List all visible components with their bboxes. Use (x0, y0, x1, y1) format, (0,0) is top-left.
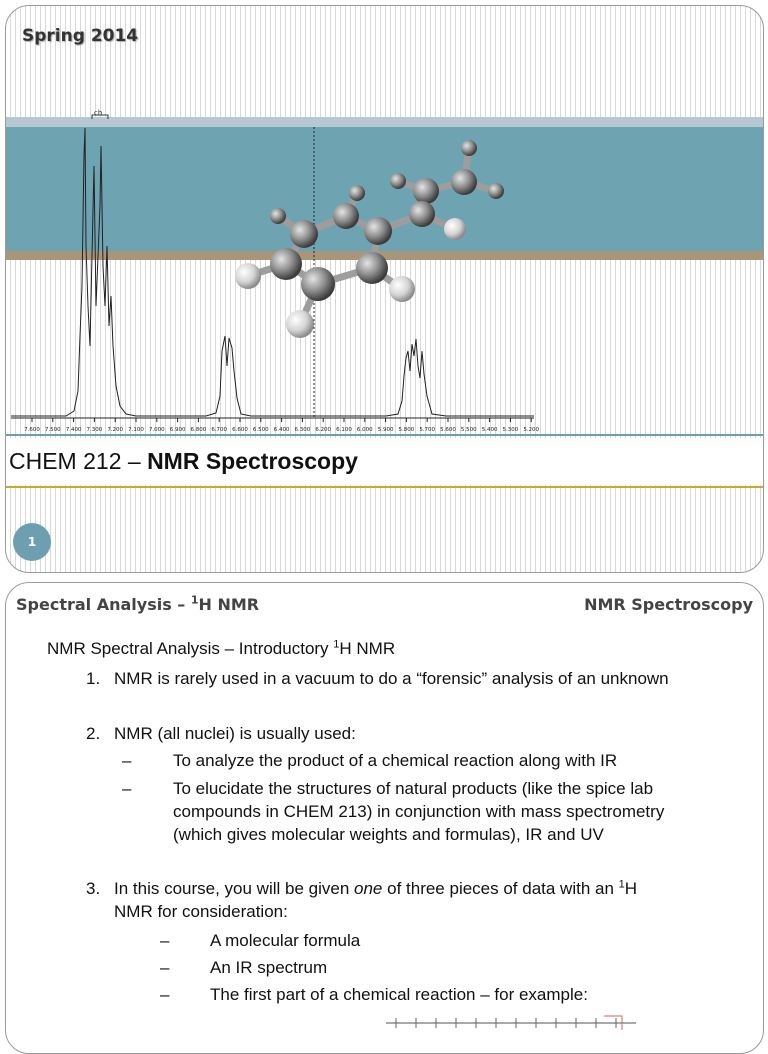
slide-number-badge: 1 (13, 523, 51, 561)
axis-tick-label: 5.600 (440, 427, 456, 433)
item-2-sub-2-bullet: – (122, 779, 132, 798)
header-left-sup: 1 (190, 593, 199, 607)
axis-tick-label: 7.300 (86, 427, 103, 433)
axis-tick-label: 6.100 (336, 427, 352, 433)
slide-title (9, 448, 358, 475)
axis-tick-label: 6.900 (169, 427, 186, 433)
item-3-emphasis: one (354, 879, 383, 898)
axis-tick-label: 7.200 (107, 427, 124, 433)
intro-text: NMR Spectral Analysis – Introductory (47, 639, 334, 658)
item-3-text-b: of three pieces of data with an (382, 879, 619, 898)
axis-tick-label: 6.000 (356, 427, 373, 433)
axis-tick-label: 6.800 (190, 427, 207, 433)
axis-tick-label: 5.300 (502, 427, 519, 433)
axis-tick-label: 5.200 (523, 427, 540, 433)
axis-tick-label: 5.400 (481, 427, 498, 433)
axis-tick-label: 7.500 (44, 427, 61, 433)
item-3-text-a: In this course, you will be given (114, 879, 355, 898)
header-left-nucleus: H NMR (198, 595, 260, 614)
header-left-text: Spectral Analysis – (16, 595, 191, 614)
axis-tick-label: 6.400 (273, 427, 290, 433)
item-3-sub-3-bullet: – (160, 985, 170, 1004)
axis-tick-label: 7.100 (128, 427, 144, 433)
season-label: Spring 2014 (22, 26, 139, 46)
axis-tick-label: 7.000 (148, 427, 165, 433)
axis-tick-label: 5.700 (419, 427, 436, 433)
axis-tick-label: 6.600 (232, 427, 248, 433)
intro-sup: 1 (333, 638, 340, 651)
item-2-sub-1: To analyze the product of a chemical reaction along with IR (173, 751, 618, 770)
item-2-sub-2-line-3: (which gives molecular weights and formulas), IR and UV (173, 825, 604, 844)
item-3-nucleus: H (624, 879, 638, 898)
item-3-text (114, 879, 637, 899)
axis-tick-label: 7.600 (24, 427, 40, 433)
title-slide (5, 5, 764, 573)
axis-tick-label: 6.500 (252, 427, 269, 433)
item-2-sub-2-line-2: compounds in CHEM 213) in conjunction with mass spectrometry (173, 802, 665, 821)
title-rule-bottom (6, 486, 763, 488)
item-3-sub-2: An IR spectrum (210, 958, 328, 977)
content-slide (5, 582, 764, 1054)
axis-tick-label: 5.500 (460, 427, 477, 433)
item-3-sup: 1 (618, 878, 625, 891)
item-1-number: 1. (86, 669, 101, 688)
intro-line (47, 639, 395, 659)
item-1-text: NMR is rarely used in a vacuum to do a “forensic” analysis of an unknown (114, 669, 669, 688)
title-topic: NMR Spectroscopy (147, 448, 358, 474)
item-3-sub-1: A molecular formula (210, 931, 361, 950)
item-2-number: 2. (86, 724, 101, 743)
axis-tick-label: 6.200 (315, 427, 332, 433)
axis-tick-label: 5.900 (377, 427, 394, 433)
axis-tick-label: 6.700 (211, 427, 228, 433)
item-2-sub-2-line-1: To elucidate the structures of natural products (like the spice lab (173, 779, 654, 798)
item-3-text-line-2: NMR for consideration: (114, 902, 288, 921)
intro-nucleus: H NMR (339, 639, 396, 658)
slide-header-right: NMR Spectroscopy (584, 595, 753, 614)
title-rule-top (6, 434, 763, 436)
axis-tick-label: 7.400 (65, 427, 82, 433)
item-3-number: 3. (86, 879, 101, 898)
axis-tick-label: 5.800 (398, 427, 415, 433)
item-2-text: NMR (all nuclei) is usually used: (114, 724, 356, 743)
slide-header-left (16, 595, 259, 614)
molecule-model-graphic (6, 6, 763, 436)
item-3-sub-2-bullet: – (160, 958, 170, 977)
partial-spectrum-ruler (386, 1013, 646, 1033)
svg-text:ch: ch (94, 109, 103, 117)
item-2-sub-1-bullet: – (122, 751, 132, 770)
title-area (6, 438, 763, 485)
title-course: CHEM 212 – (9, 448, 148, 474)
item-3-sub-3: The first part of a chemical reaction – for example: (210, 985, 588, 1004)
item-3-sub-1-bullet: – (160, 931, 170, 950)
axis-tick-label: 6.300 (294, 427, 311, 433)
